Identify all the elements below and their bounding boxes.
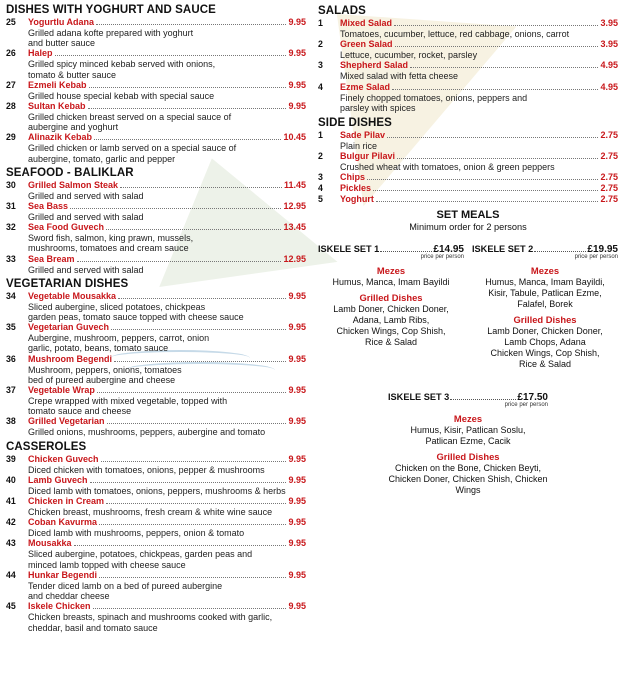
dot-leader — [534, 251, 586, 252]
dot-leader — [106, 229, 281, 230]
menu-item-header — [6, 385, 306, 396]
item-number: 45 — [6, 601, 16, 612]
item-number: 43 — [6, 538, 16, 549]
item-price: 12.95 — [283, 253, 306, 264]
item-number: 4 — [318, 81, 323, 92]
item-description: Crushed wheat with tomatoes, onion & green peppers — [340, 162, 555, 173]
dot-leader — [373, 190, 598, 191]
item-number: 31 — [6, 201, 16, 212]
item-description: Sliced aubergine, sliced potatoes, chickpeas — [28, 301, 206, 312]
menu-item — [318, 151, 618, 172]
item-name: Hunkar Begendi — [28, 569, 98, 580]
item-number: 41 — [6, 496, 16, 507]
menu-item — [6, 570, 306, 601]
item-number: 37 — [6, 385, 16, 396]
set-1-grilled — [318, 304, 464, 348]
menu-item-header — [6, 17, 306, 28]
menu-item — [6, 538, 306, 569]
item-description: mushrooms, tomatoes and cream sauce — [28, 243, 189, 254]
set-3-name: ISKELE SET 3 — [388, 392, 450, 403]
item-description: bed of pureed aubergine and cheese — [28, 374, 176, 385]
dot-leader — [376, 201, 599, 202]
set-3-per-person: price per person — [504, 402, 548, 409]
menu-item — [6, 601, 306, 632]
set-2-per-person: price per person — [574, 254, 618, 261]
item-price: 2.75 — [600, 151, 618, 162]
item-price: 9.95 — [288, 474, 306, 485]
set-2-mezes — [472, 277, 618, 310]
item-number: 3 — [318, 60, 323, 71]
item-description: Chicken breast, mushrooms, fresh cream & white wine sauce — [28, 507, 273, 518]
set-2-grilled-title: Grilled Dishes — [513, 314, 577, 326]
item-name: Bulgur Pilavi — [340, 151, 396, 162]
dot-leader — [107, 423, 287, 424]
item-price: 9.95 — [288, 322, 306, 333]
item-price: 3.95 — [600, 18, 618, 28]
item-price: 9.95 — [288, 48, 306, 59]
set-card-2 — [472, 244, 618, 370]
item-description: Finely chopped tomatoes, onions, peppers and — [340, 92, 528, 103]
menu-item — [318, 172, 618, 183]
item-number: 2 — [318, 151, 323, 162]
menu-section — [318, 4, 618, 113]
item-name: Alinazik Kebab — [28, 132, 93, 143]
menu-item — [318, 194, 618, 205]
menu-item — [318, 39, 618, 60]
item-name: Coban Kavurma — [28, 517, 98, 528]
menu-item — [6, 80, 306, 101]
item-description: Grilled onions, mushrooms, peppers, aubergine and tomato — [28, 427, 266, 438]
item-number: 44 — [6, 569, 16, 580]
dot-leader — [96, 24, 286, 25]
dot-leader — [395, 46, 599, 47]
set-line: Chicken on the Bone, Chicken Beyti, — [394, 463, 542, 474]
item-description: and butter sauce — [28, 38, 96, 49]
item-name: Sultan Kebab — [28, 101, 86, 112]
item-number: 40 — [6, 474, 16, 485]
dot-leader — [392, 89, 598, 90]
menu-section — [318, 116, 618, 205]
menu-item — [318, 60, 618, 81]
item-price: 2.75 — [600, 194, 618, 205]
item-name: Yoghurt — [340, 194, 374, 205]
dot-leader — [90, 482, 287, 483]
menu-section — [6, 440, 306, 633]
item-name: Mixed Salad — [340, 18, 393, 28]
set-line: Humus, Kisir, Patlican Soslu, — [410, 425, 526, 436]
menu-item-header — [318, 151, 618, 162]
item-description: tomato & butter sauce — [28, 69, 117, 80]
item-price: 3.95 — [600, 39, 618, 50]
item-name: Lamb Guvech — [28, 474, 88, 485]
set-3-price: £17.50 — [517, 392, 548, 404]
dot-leader — [77, 261, 282, 262]
item-price: 10.45 — [283, 132, 306, 143]
dot-leader — [118, 298, 286, 299]
item-description: garden peas, tomato sauce topped with cheese sauce — [28, 312, 244, 323]
menu-item — [6, 454, 306, 475]
set-line: Falafel, Borek — [517, 299, 573, 310]
menu-item — [6, 416, 306, 437]
item-price: 9.95 — [288, 385, 306, 396]
item-name: Sea Food Guvech — [28, 222, 105, 233]
set-line: Rice & Salad — [518, 359, 572, 370]
menu-item-header — [6, 601, 306, 612]
set-line: Lamb Doner, Chicken Doner, — [487, 326, 603, 337]
item-price: 4.95 — [600, 81, 618, 92]
item-price: 11.45 — [283, 179, 306, 190]
menu-item — [318, 18, 618, 39]
menu-item — [6, 48, 306, 79]
menu-item — [6, 180, 306, 201]
dot-leader — [111, 329, 286, 330]
item-description: Grilled chicken breast served on a special sauce of — [28, 112, 232, 123]
menu-item-header — [6, 322, 306, 333]
set-meals — [318, 209, 618, 496]
item-price: 9.95 — [288, 79, 306, 90]
item-name: Mushroom Begendi — [28, 353, 113, 364]
item-description: Mixed salad with fetta cheese — [340, 71, 459, 82]
menu-item — [318, 183, 618, 194]
item-price: 4.95 — [600, 60, 618, 71]
item-price: 9.95 — [288, 416, 306, 427]
section-title: SALADS — [318, 5, 366, 17]
menu-item-header — [6, 496, 306, 507]
set-meals-subtitle: Minimum order for 2 persons — [409, 222, 527, 233]
item-name: Chicken in Cream — [28, 496, 105, 507]
set-line: Adana, Lamb Ribs, — [352, 315, 430, 326]
item-name: Grilled Salmon Steak — [28, 179, 119, 190]
item-price: 13.45 — [283, 222, 306, 233]
menu-item — [318, 82, 618, 113]
item-number: 1 — [318, 18, 323, 28]
dot-leader — [410, 67, 598, 68]
item-description: cheddar, basil and tomato sauce — [28, 622, 158, 633]
set-2-mezes-title: Mezes — [530, 265, 560, 277]
dot-leader — [450, 399, 516, 400]
item-description: aubergine and yoghurt — [28, 122, 119, 133]
menu-item — [6, 254, 306, 275]
item-name: Chips — [340, 172, 366, 183]
item-price: 2.75 — [600, 172, 618, 183]
set-line: Lamb Chops, Adana — [504, 337, 586, 348]
set-line: Chicken Wings, Cop Shish, — [336, 326, 446, 337]
dot-leader — [120, 187, 282, 188]
menu-item-header — [6, 517, 306, 528]
item-name: Vegetarian Guvech — [28, 322, 110, 333]
menu-item-header — [6, 538, 306, 549]
item-name: Sade Pilav — [340, 130, 386, 141]
menu-item-header — [6, 354, 306, 365]
right-sections — [318, 0, 618, 205]
item-price: 12.95 — [283, 201, 306, 212]
menu-item — [6, 201, 306, 222]
menu-item-header — [6, 80, 306, 91]
item-description: garlic, potato, beans, tomato sauce — [28, 343, 169, 354]
item-number: 29 — [6, 132, 16, 143]
item-number: 42 — [6, 517, 16, 528]
set-line: Patlican Ezme, Cacik — [425, 436, 511, 447]
item-name: Chicken Guvech — [28, 453, 99, 464]
set-line: Rice & Salad — [364, 337, 418, 348]
menu-item-header — [318, 183, 618, 194]
item-name: Pickles — [340, 183, 372, 194]
dot-leader — [114, 361, 286, 362]
item-name: Sea Bass — [28, 201, 69, 212]
section-title: CASSEROLES — [6, 440, 87, 453]
set-1-price: £14.95 — [433, 244, 464, 256]
item-number: 36 — [6, 353, 16, 364]
item-price: 2.75 — [600, 130, 618, 141]
dot-leader — [106, 503, 286, 504]
item-price: 9.95 — [288, 353, 306, 364]
item-description: Crepe wrapped with mixed vegetable, topped with — [28, 396, 228, 407]
menu-item-header — [318, 82, 618, 93]
item-description: tomato sauce and cheese — [28, 406, 132, 417]
item-number: 33 — [6, 253, 16, 264]
item-number: 4 — [318, 183, 323, 194]
menu-item-header — [318, 172, 618, 183]
menu-item — [6, 475, 306, 496]
dot-leader — [70, 208, 281, 209]
set-line: Chicken Wings, Cop Shish, — [490, 348, 600, 359]
menu-left-column — [6, 0, 306, 633]
dot-leader — [380, 251, 432, 252]
item-price: 9.95 — [288, 17, 306, 27]
item-description: aubergine, tomato, garlic and pepper — [28, 153, 176, 164]
menu-item-header — [318, 39, 618, 50]
set-3-mezes — [388, 425, 548, 447]
set-meals-title: SET MEALS — [436, 209, 500, 222]
set-card-3 — [388, 392, 548, 496]
dot-leader — [101, 461, 287, 462]
dot-leader — [55, 55, 287, 56]
item-description: Tender diced lamb on a bed of pureed aubergine — [28, 580, 223, 591]
set-meals-row — [318, 244, 618, 370]
item-name: Shepherd Salad — [340, 60, 409, 71]
set-line: Chicken Doner, Chicken Shish, Chicken Wings — [388, 474, 548, 496]
item-number: 1 — [318, 130, 323, 141]
item-number: 38 — [6, 416, 16, 427]
item-price: 9.95 — [288, 101, 306, 112]
item-name: Green Salad — [340, 39, 393, 50]
item-name: Yogurtlu Adana — [28, 17, 94, 27]
dot-leader — [387, 137, 598, 138]
menu-item — [6, 17, 306, 48]
menu-right-column — [318, 0, 618, 496]
menu-item-header — [6, 222, 306, 233]
item-description: Lettuce, cucumber, rocket, parsley — [340, 50, 478, 61]
item-description: Grilled and served with salad — [28, 190, 144, 201]
menu-item-header — [6, 570, 306, 581]
item-number: 35 — [6, 322, 16, 333]
item-name: Vegetable Wrap — [28, 385, 95, 396]
dot-leader — [88, 108, 287, 109]
item-price: 9.95 — [288, 569, 306, 580]
menu-section — [6, 166, 306, 275]
item-description: Grilled spicy minced kebab served with onions, — [28, 59, 216, 70]
item-price: 9.95 — [288, 496, 306, 507]
menu-item-header — [6, 101, 306, 112]
dot-leader — [94, 139, 281, 140]
menu-item-header — [6, 180, 306, 191]
set-line: Humus, Manca, Imam Bayildi — [332, 277, 450, 288]
item-description: Sliced aubergine, potatoes, chickpeas, garden peas and — [28, 549, 253, 560]
item-description: Tomatoes, cucumber, lettuce, red cabbage, onions, carrot — [340, 29, 570, 39]
menu-item — [318, 130, 618, 151]
set-1-grilled-title: Grilled Dishes — [359, 292, 423, 304]
menu-item — [6, 385, 306, 416]
menu-item — [6, 517, 306, 538]
item-number: 30 — [6, 179, 16, 190]
menu-item-header — [318, 194, 618, 205]
item-price: 2.75 — [600, 183, 618, 194]
item-description: Diced lamb with tomatoes, onions, peppers, mushrooms & herbs — [28, 485, 286, 496]
menu-item — [6, 354, 306, 385]
item-number: 34 — [6, 290, 16, 301]
menu-item-header — [6, 254, 306, 265]
set-2-grilled — [472, 326, 618, 370]
menu-item-header — [6, 454, 306, 465]
item-price: 9.95 — [288, 517, 306, 528]
menu-item — [6, 132, 306, 163]
set-card-1 — [318, 244, 464, 370]
item-description: Chicken breasts, spinach and mushrooms cooked with garlic, — [28, 612, 273, 623]
item-description: and cheddar cheese — [28, 591, 110, 602]
menu-item-header — [318, 60, 618, 71]
dot-leader — [397, 158, 598, 159]
item-number: 39 — [6, 453, 16, 464]
item-description: Diced lamb with mushrooms, peppers, onion & tomato — [28, 528, 245, 539]
item-name: Sea Bream — [28, 253, 75, 264]
item-description: minced lamb topped with cheese sauce — [28, 559, 186, 570]
item-number: 3 — [318, 172, 323, 183]
menu-item-header — [318, 18, 618, 29]
set-line: Kisir, Tabule, Patlican Ezme, — [488, 288, 602, 299]
menu-item-header — [6, 48, 306, 59]
menu-item — [6, 101, 306, 132]
item-name: Mousakka — [28, 538, 72, 549]
section-title: SIDE DISHES — [318, 117, 392, 130]
set-1-mezes — [318, 277, 464, 288]
set-2-price: £19.95 — [587, 244, 618, 256]
set-2-name: ISKELE SET 2 — [472, 244, 534, 255]
item-number: 25 — [6, 17, 16, 27]
item-price: 9.95 — [288, 453, 306, 464]
item-number: 32 — [6, 222, 16, 233]
item-price: 9.95 — [288, 601, 306, 612]
set-1-name: ISKELE SET 1 — [318, 244, 380, 255]
item-number: 5 — [318, 194, 323, 205]
item-name: Vegetable Mousakka — [28, 290, 117, 301]
set-1-mezes-title: Mezes — [376, 265, 406, 277]
menu-item — [6, 222, 306, 253]
menu-item-header — [6, 475, 306, 486]
menu-item-header — [6, 132, 306, 143]
item-description: Sword fish, salmon, king prawn, mussels, — [28, 233, 194, 244]
dot-leader — [97, 392, 287, 393]
section-title: SEAFOOD - BALIKLAR — [6, 166, 134, 179]
dot-leader — [99, 577, 286, 578]
set-3-mezes-title: Mezes — [453, 413, 483, 425]
item-number: 26 — [6, 48, 16, 59]
item-description: Grilled and served with salad — [28, 212, 144, 223]
item-name: Ezmeli Kebab — [28, 79, 87, 90]
set-line: Lamb Doner, Chicken Doner, — [333, 304, 449, 315]
menu-item-header — [318, 130, 618, 141]
item-name: Grilled Vegetarian — [28, 416, 105, 427]
item-description: Grilled adana kofte prepared with yoghurt — [28, 28, 194, 38]
item-price: 9.95 — [288, 290, 306, 301]
section-title: VEGETARIAN DISHES — [6, 277, 129, 290]
menu-item — [6, 322, 306, 353]
item-price: 9.95 — [288, 538, 306, 549]
dot-leader — [74, 545, 287, 546]
menu-item — [6, 496, 306, 517]
item-description: Grilled chicken or lamb served on a special sauce of — [28, 143, 237, 154]
item-description: Plain rice — [340, 141, 378, 152]
dot-leader — [89, 87, 287, 88]
menu-item-header — [6, 201, 306, 212]
item-description: parsley with spices — [340, 102, 416, 113]
set-1-per-person: price per person — [420, 254, 464, 261]
item-description: Grilled and served with salad — [28, 264, 144, 275]
dot-leader — [93, 608, 287, 609]
menu-item-header — [6, 291, 306, 302]
item-number: 28 — [6, 101, 16, 112]
item-description: Aubergine, mushroom, peppers, carrot, onion — [28, 333, 210, 344]
menu-item-header — [6, 416, 306, 427]
dot-leader — [367, 179, 598, 180]
item-name: Ezme Salad — [340, 81, 391, 92]
dot-leader — [394, 25, 598, 26]
item-description: Diced chicken with tomatoes, onions, pepper & mushrooms — [28, 464, 265, 475]
set-3-grilled — [388, 463, 548, 496]
item-description: Mushroom, peppers, onions, tomatoes — [28, 364, 182, 375]
item-name: Iskele Chicken — [28, 601, 91, 612]
menu-section — [6, 3, 306, 164]
set-line: Humus, Manca, Imam Bayildi, — [485, 277, 605, 288]
item-name: Halep — [28, 48, 53, 59]
item-number: 2 — [318, 39, 323, 50]
item-number: 27 — [6, 79, 16, 90]
item-description: Grilled house special kebab with special sauce — [28, 90, 215, 101]
dot-leader — [99, 524, 286, 525]
menu-section — [6, 277, 306, 438]
section-title: DISHES WITH YOGHURT AND SAUCE — [6, 4, 216, 16]
menu-item — [6, 291, 306, 322]
set-3-grilled-title: Grilled Dishes — [436, 451, 500, 463]
